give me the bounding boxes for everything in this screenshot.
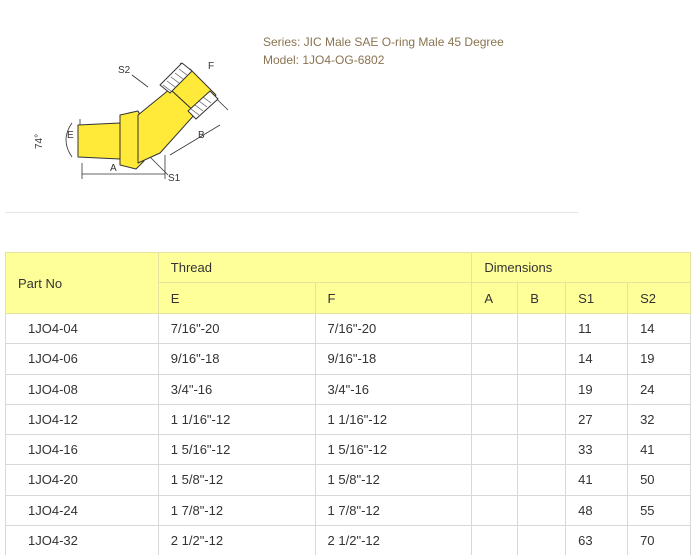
cell-f: 1 7/8"-12 [315,495,472,525]
series-title: Series: JIC Male SAE O-ring Male 45 Degree [263,35,504,49]
cell-s2: 41 [628,435,691,465]
cell-e: 2 1/2"-12 [158,525,315,555]
cell-f: 7/16"-20 [315,314,472,344]
cell-e: 3/4"-16 [158,374,315,404]
cell-a [472,374,518,404]
header-s2: S2 [628,283,691,314]
cell-b [518,314,566,344]
cell-f: 9/16"-18 [315,344,472,374]
table-row [6,344,691,374]
cell-part-no: 1JO4-06 [6,344,159,374]
cell-e: 1 1/16"-12 [158,404,315,434]
cell-s2: 55 [628,495,691,525]
cell-s2: 24 [628,374,691,404]
cell-f: 2 1/2"-12 [315,525,472,555]
cell-part-no: 1JO4-04 [6,314,159,344]
model-number: Model: 1JO4-OG-6802 [263,53,385,67]
cell-s2: 19 [628,344,691,374]
cell-s1: 19 [566,374,628,404]
cell-part-no: 1JO4-08 [6,374,159,404]
header-row-1 [6,253,691,283]
cell-b [518,374,566,404]
cell-b [518,525,566,555]
cell-f: 1 5/16"-12 [315,435,472,465]
label-e: E [67,130,74,141]
spec-table [5,252,691,555]
header-s1: S1 [566,283,628,314]
cell-s1: 11 [566,314,628,344]
cell-a [472,344,518,374]
cell-a [472,435,518,465]
label-angle: 74° [34,133,45,149]
cell-part-no: 1JO4-24 [6,495,159,525]
cell-s1: 14 [566,344,628,374]
cell-part-no: 1JO4-12 [6,404,159,434]
cell-e: 9/16"-18 [158,344,315,374]
label-f: F [208,61,215,72]
cell-s2: 50 [628,465,691,495]
cell-e: 7/16"-20 [158,314,315,344]
cell-b [518,404,566,434]
cell-f: 1 5/8"-12 [315,465,472,495]
cell-a [472,495,518,525]
header-thread: Thread [158,253,472,283]
cell-b [518,465,566,495]
cell-s1: 41 [566,465,628,495]
cell-e: 1 5/16"-12 [158,435,315,465]
cell-b [518,344,566,374]
table-row [6,404,691,434]
section-divider [5,212,578,213]
cell-f: 1 1/16"-12 [315,404,472,434]
cell-part-no: 1JO4-16 [6,435,159,465]
cell-s1: 27 [566,404,628,434]
cell-e: 1 7/8"-12 [158,495,315,525]
label-s2: S2 [118,65,131,76]
cell-a [472,525,518,555]
cell-b [518,435,566,465]
header-dimensions: Dimensions [472,253,691,283]
product-info [263,33,504,69]
cell-b [518,495,566,525]
table-row [6,525,691,555]
cell-e: 1 5/8"-12 [158,465,315,495]
cell-a [472,465,518,495]
label-b: B [198,130,205,141]
label-s1: S1 [168,173,181,184]
cell-a [472,314,518,344]
cell-f: 3/4"-16 [315,374,472,404]
header-f: F [315,283,472,314]
label-a: A [110,163,117,174]
cell-part-no: 1JO4-20 [6,465,159,495]
table-row [6,314,691,344]
cell-s1: 33 [566,435,628,465]
cell-s2: 70 [628,525,691,555]
cell-s1: 63 [566,525,628,555]
table-row [6,435,691,465]
header-b: B [518,283,566,314]
cell-part-no: 1JO4-32 [6,525,159,555]
table-row [6,465,691,495]
cell-s2: 14 [628,314,691,344]
cell-a [472,404,518,434]
header-a: A [472,283,518,314]
cell-s2: 32 [628,404,691,434]
fitting-drawing [20,45,250,195]
header-part-no: Part No [6,253,159,314]
table-row [6,495,691,525]
table-row [6,374,691,404]
header-e: E [158,283,315,314]
cell-s1: 48 [566,495,628,525]
